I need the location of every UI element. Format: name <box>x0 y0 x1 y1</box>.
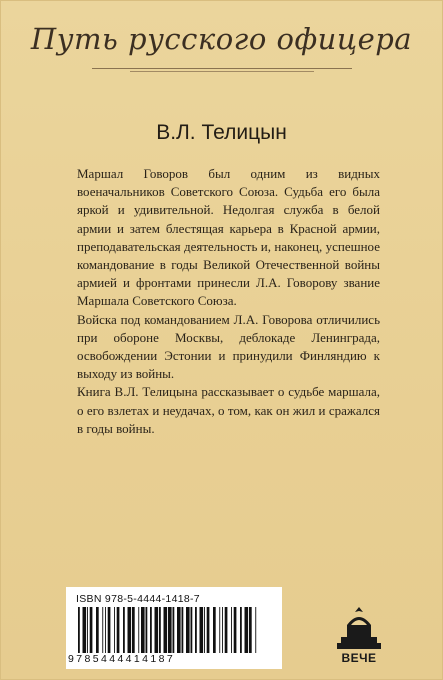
series-title-underline-secondary <box>130 71 314 72</box>
isbn-label: ISBN 978-5-4444-1418-7 <box>76 593 200 605</box>
annotation-paragraph-1: Маршал Говоров был одним из видных военачальников Советского Союза. Судьба его была яркой и удивительной. Недолгая служба в белой армии и затем блестящая карьера в Красной армии, преподавательская деятельность и, наконец, успешное командование в годы Великой Отечественной войны армией и фронтами принесли Л.А. Говорову звание Маршала Советского Союза. <box>77 166 380 309</box>
author-name: В.Л. Телицын <box>156 121 287 144</box>
series-title-underline <box>92 68 352 69</box>
series-title: Путь русского офицера <box>30 22 413 56</box>
publisher-name: ВЕЧЕ <box>341 651 377 665</box>
publisher-logo <box>333 603 385 667</box>
annotation-paragraph-2: Войска под командованием Л.А. Говорова отличились при обороне Москвы, деблокаде Ленинграда, освобождении Эстонии и принудили Финляндию к выходу из войны. <box>77 311 380 382</box>
annotation-paragraph-3: Книга В.Л. Телицына рассказывает о судьбе маршала, о его взлетах и неудачах, о том, как он жил и сражался в годы войны. <box>77 384 380 436</box>
barcode-panel <box>66 587 282 669</box>
barcode-number: 9785444414187 <box>68 653 176 665</box>
annotation-text <box>77 165 380 438</box>
barcode-icon <box>78 607 258 653</box>
publisher-bell-icon <box>333 603 385 651</box>
